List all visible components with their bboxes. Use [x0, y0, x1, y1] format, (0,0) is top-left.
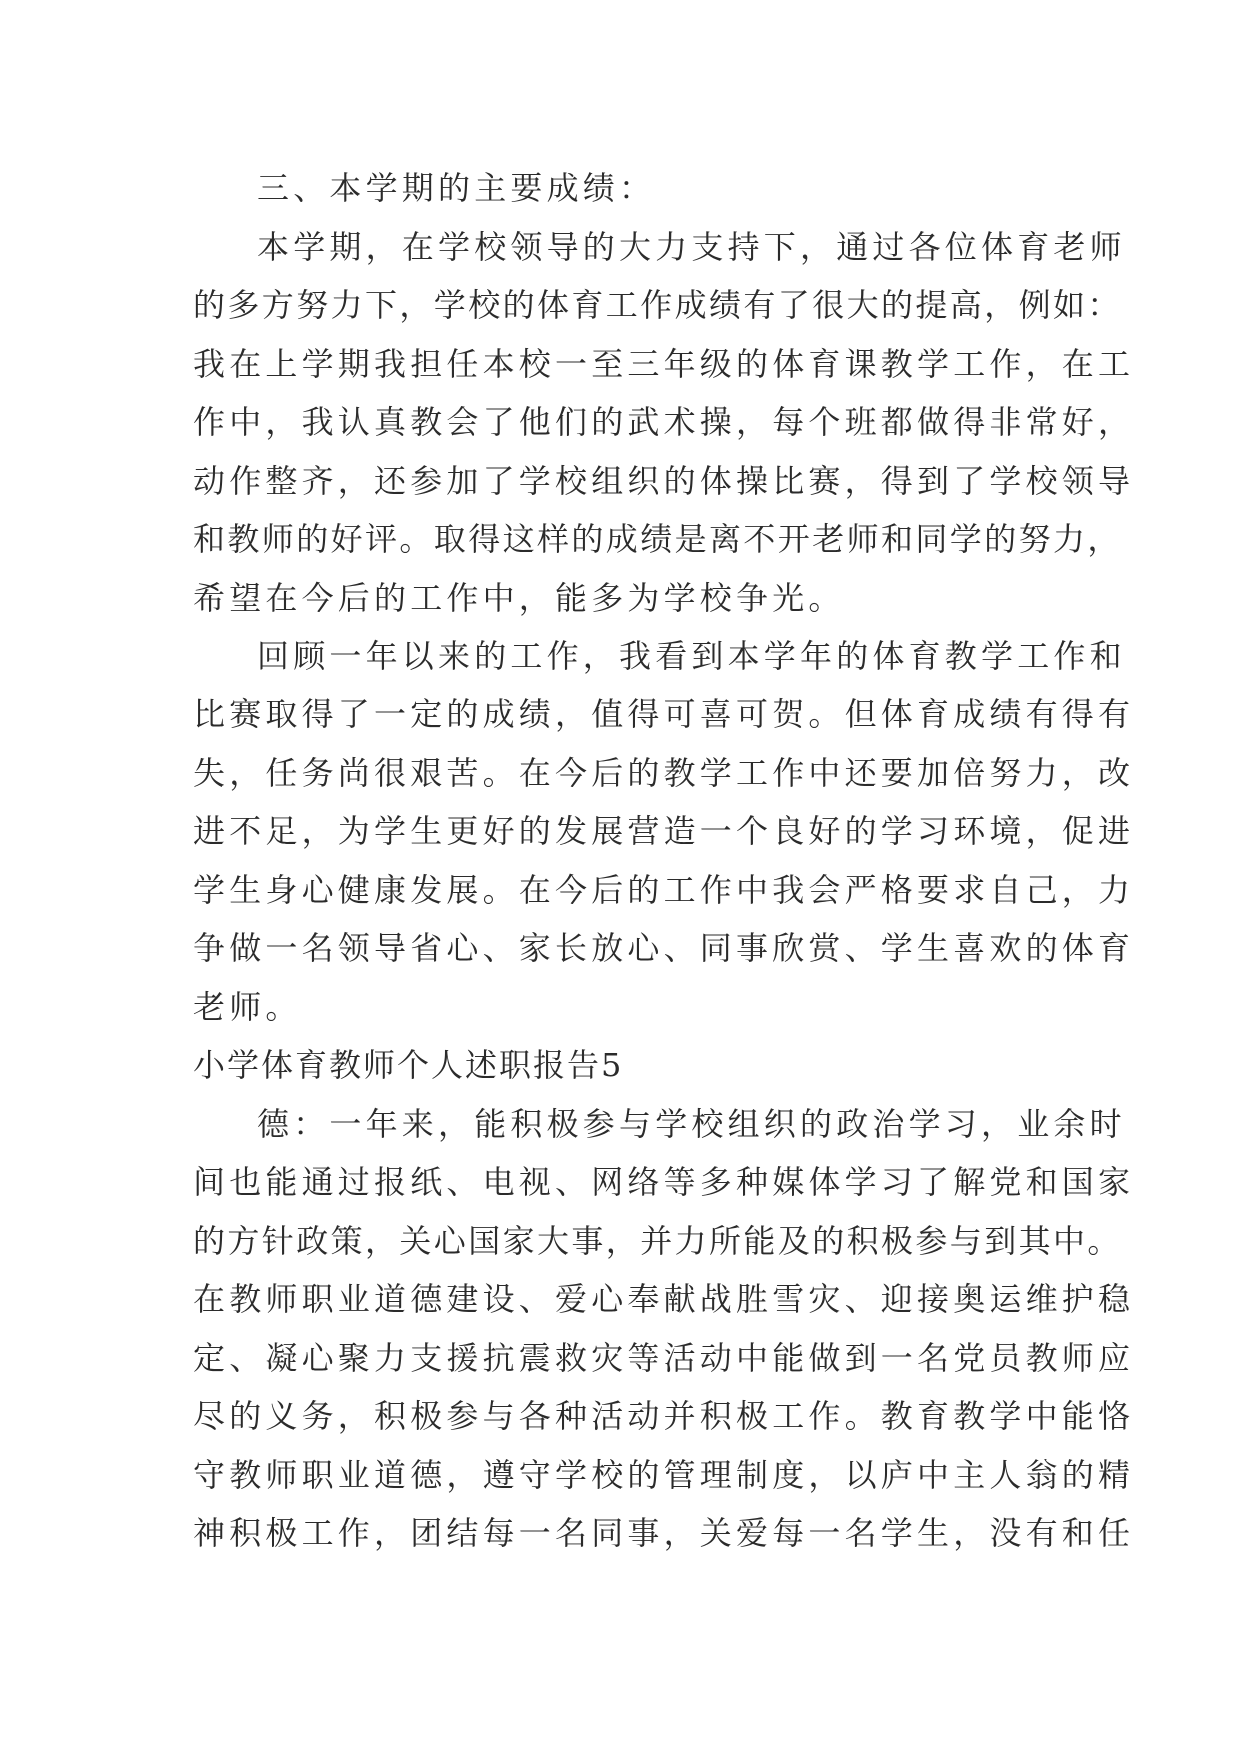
paragraph-line: 定、凝心聚力支援抗震救灾等活动中能做到一名党员教师应: [193, 1339, 1135, 1377]
paragraph-line: 神积极工作，团结每一名同事，关爱每一名学生，没有和任: [193, 1514, 1135, 1552]
paragraph-line: 争做一名领导省心、家长放心、同事欣赏、学生喜欢的体育: [193, 929, 1135, 967]
paragraph-line: 老师。: [193, 988, 302, 1026]
paragraph-line: 我在上学期我担任本校一至三年级的体育课教学工作，在工: [193, 345, 1135, 383]
paragraph-line: 的多方努力下，学校的体育工作成绩有了很大的提高，例如：: [193, 286, 1122, 324]
paragraph-line: 比赛取得了一定的成绩，值得可喜可贺。但体育成绩有得有: [193, 695, 1135, 733]
paragraph-line: 希望在今后的工作中，能多为学校争光。: [193, 579, 845, 617]
paragraph-line: 本学期，在学校领导的大力支持下，通过各位体育老师: [257, 228, 1126, 266]
paragraph-line: 作中，我认真教会了他们的武术操，每个班都做得非常好，: [193, 403, 1135, 441]
paragraph-line: 守教师职业道德，遵守学校的管理制度，以庐中主人翁的精: [193, 1456, 1135, 1494]
paragraph-line: 失，任务尚很艰苦。在今后的教学工作中还要加倍努力，改: [193, 754, 1135, 792]
paragraph-line: 和教师的好评。取得这样的成绩是离不开老师和同学的努力，: [193, 520, 1122, 558]
paragraph-line: 在教师职业道德建设、爱心奉献战胜雪灾、迎接奥运维护稳: [193, 1280, 1135, 1318]
paragraph-line: 进不足，为学生更好的发展营造一个良好的学习环境，促进: [193, 812, 1135, 850]
paragraph-line: 回顾一年以来的工作，我看到本学年的体育教学工作和: [257, 637, 1126, 675]
paragraph-line: 学生身心健康发展。在今后的工作中我会严格要求自己，力: [193, 871, 1135, 909]
paragraph-line: 动作整齐，还参加了学校组织的体操比赛，得到了学校领导: [193, 462, 1135, 500]
paragraph-line: 间也能通过报纸、电视、网络等多种媒体学习了解党和国家: [193, 1163, 1135, 1201]
paragraph-line: 德：一年来，能积极参与学校组织的政治学习，业余时: [257, 1105, 1126, 1143]
paragraph-line: 的方针政策，关心国家大事，并力所能及的积极参与到其中。: [193, 1222, 1122, 1260]
section-heading: 三、本学期的主要成绩：: [257, 169, 656, 207]
report-title: 小学体育教师个人述职报告5: [193, 1046, 624, 1084]
paragraph-line: 尽的义务，积极参与各种活动并积极工作。教育教学中能恪: [193, 1397, 1135, 1435]
